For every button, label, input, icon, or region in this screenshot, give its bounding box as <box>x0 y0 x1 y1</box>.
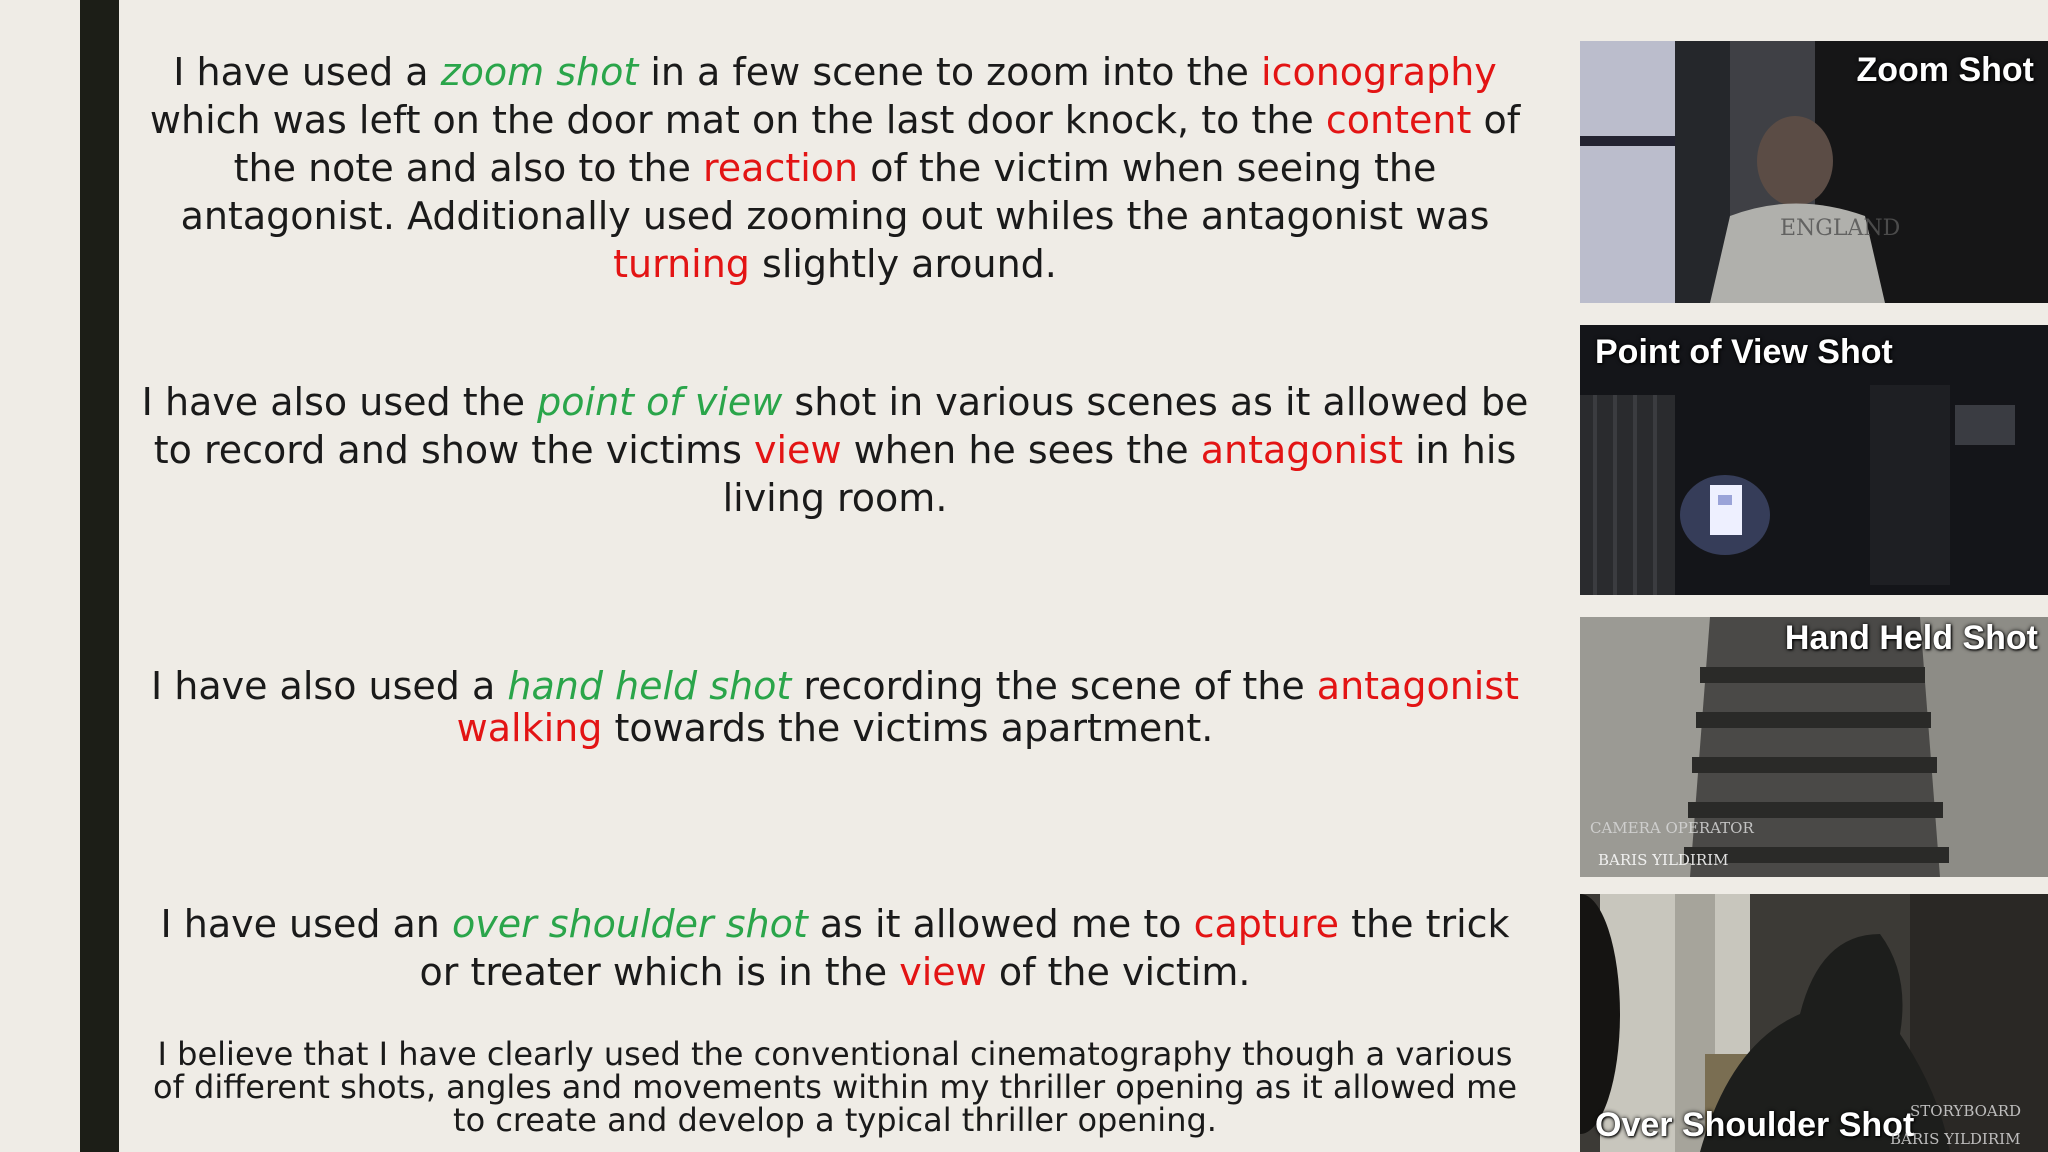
text-segment: the trick or treater which is in the <box>419 902 1510 994</box>
text-segment: I have used an <box>160 902 452 946</box>
text-segment: I have used a <box>173 50 441 94</box>
hand-held-shot-paragraph <box>140 665 1530 749</box>
term-over-shoulder-shot: over shoulder shot <box>451 902 808 946</box>
conclusion-paragraph: I believe that I have clearly used the conventional cinematography though a various of different shots, angles and movements within my thriller opening as it allowed me to create and develop a typical thriller opening. <box>152 1035 1518 1139</box>
keyword-antagonist: antagonist <box>1200 428 1403 472</box>
keyword-turning: turning <box>613 242 750 286</box>
credit-role: STORYBOARD <box>1910 1102 2022 1120</box>
zoom-shot-paragraph <box>140 48 1530 288</box>
credit-role: CAMERA OPERATOR <box>1590 819 1754 837</box>
keyword-content: content <box>1325 98 1472 142</box>
keyword-capture: capture <box>1193 902 1340 946</box>
text-segment: of the note and also to the <box>233 98 1521 190</box>
pov-shot-caption: Point of View Shot <box>1595 333 1893 371</box>
over-shoulder-shot-thumbnail <box>1580 894 2048 1152</box>
shirt-print: ENGLAND <box>1780 216 1901 241</box>
term-zoom-shot: zoom shot <box>440 50 639 94</box>
keyword-antagonist: antagonist <box>1316 664 1520 708</box>
keyword-walking: walking <box>456 706 603 750</box>
hand-held-shot-caption: Hand Held Shot <box>1784 619 2038 657</box>
text-segment: recording the scene of the <box>791 664 1317 708</box>
pov-shot-paragraph <box>140 378 1530 522</box>
text-segment: in his living room. <box>722 428 1517 520</box>
text-segment: when he sees the <box>841 428 1201 472</box>
text-segment: I have also used the <box>141 380 538 424</box>
zoom-shot-thumbnail <box>1580 41 2048 303</box>
text-segment: in a few scene to zoom into the <box>638 50 1262 94</box>
text-segment: which was left on the door mat on the last door knock, to the <box>149 98 1326 142</box>
left-accent-bar <box>80 0 119 1152</box>
text-segment: of the victim. <box>986 950 1251 994</box>
keyword-reaction: reaction <box>703 146 859 190</box>
keyword-view: view <box>754 428 842 472</box>
text-segment: of the victim when seeing the antagonist. Additionally used zooming out whiles the antagonist was <box>180 146 1490 238</box>
term-point-of-view: point of view <box>537 380 783 424</box>
text-segment: towards the victims apartment. <box>602 706 1214 750</box>
text-segment: as it allowed me to <box>807 902 1194 946</box>
term-hand-held-shot: hand held shot <box>507 664 792 708</box>
credit-name: BARIS YILDIRIM <box>1598 851 1729 869</box>
text-segment: shot in various scenes as it allowed be to record and show the victims <box>153 380 1529 472</box>
keyword-view: view <box>899 950 987 994</box>
over-shoulder-shot-caption: Over Shoulder Shot <box>1595 1106 1915 1144</box>
credit-name: BARIS YILDIRIM <box>1890 1130 2021 1148</box>
zoom-shot-caption: Zoom Shot <box>1856 51 2034 89</box>
text-segment: slightly around. <box>749 242 1057 286</box>
text-segment: I have also used a <box>150 664 508 708</box>
over-shoulder-shot-paragraph <box>140 900 1530 996</box>
pov-shot-thumbnail <box>1580 325 2048 595</box>
hand-held-shot-thumbnail <box>1580 617 2048 877</box>
keyword-iconography: iconography <box>1261 50 1497 94</box>
